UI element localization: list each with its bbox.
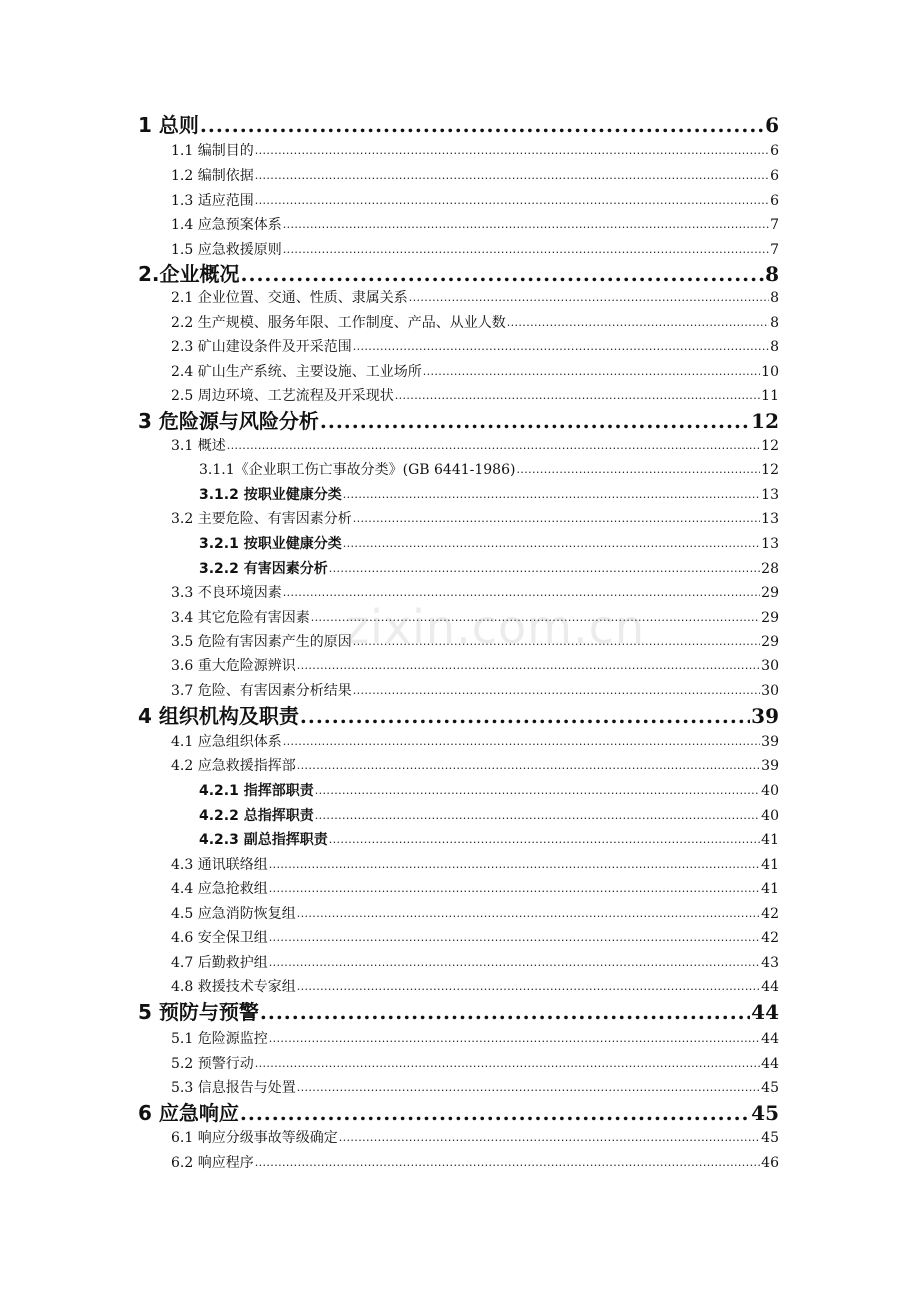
toc-entry-title: 1 总则 bbox=[138, 113, 199, 137]
toc-dot-leader bbox=[283, 213, 769, 236]
toc-entry-page: 8 bbox=[770, 290, 779, 306]
toc-entry-page: 39 bbox=[761, 758, 779, 774]
toc-entry-page: 46 bbox=[761, 1155, 779, 1171]
toc-entry-page: 40 bbox=[761, 783, 779, 799]
toc-entry-page: 44 bbox=[761, 1031, 779, 1047]
toc-entry-title: 5.1 危险源监控 bbox=[171, 1031, 268, 1047]
toc-entry-page: 39 bbox=[761, 734, 779, 750]
toc-entry-title: 2.企业概况 bbox=[138, 262, 240, 286]
toc-entry[interactable] bbox=[171, 582, 779, 604]
toc-entry-title: 3.6 重大危险源辨识 bbox=[171, 658, 296, 674]
toc-entry[interactable] bbox=[171, 385, 779, 407]
toc-entry-page: 28 bbox=[761, 561, 779, 577]
toc-entry[interactable] bbox=[171, 607, 779, 629]
toc-entry-page: 29 bbox=[761, 585, 779, 601]
toc-entry-title: 4.7 后勤救护组 bbox=[171, 955, 268, 971]
toc-entry-title: 3.2.1 按职业健康分类 bbox=[199, 536, 342, 552]
toc-entry-page: 12 bbox=[751, 409, 779, 433]
toc-entry[interactable] bbox=[199, 484, 779, 506]
toc-dot-leader bbox=[260, 998, 750, 1026]
toc-entry-title: 1.5 应急救援原则 bbox=[171, 242, 282, 258]
toc-dot-leader bbox=[329, 557, 760, 580]
toc-dot-leader bbox=[353, 679, 760, 702]
toc-entry-title: 6 应急响应 bbox=[138, 1101, 239, 1125]
toc-dot-leader bbox=[283, 581, 760, 604]
toc-entry-page: 41 bbox=[761, 857, 779, 873]
watermark: zixin.com.cn bbox=[345, 600, 646, 654]
toc-entry[interactable] bbox=[171, 903, 779, 925]
toc-entry-title: 3.7 危险、有害因素分析结果 bbox=[171, 683, 352, 699]
toc-entry[interactable] bbox=[171, 1028, 779, 1050]
toc-dot-leader bbox=[240, 1099, 750, 1127]
toc-entry-page: 29 bbox=[761, 610, 779, 626]
toc-entry-title: 6.1 响应分级事故等级确定 bbox=[171, 1130, 338, 1146]
toc-entry[interactable] bbox=[171, 631, 779, 653]
toc-entry-page: 6 bbox=[765, 113, 779, 137]
toc-entry[interactable] bbox=[171, 976, 779, 998]
toc-entry-page: 13 bbox=[761, 511, 779, 527]
toc-dot-leader bbox=[297, 1076, 760, 1099]
toc-entry-title: 1.3 适应范围 bbox=[171, 193, 254, 209]
toc-dot-leader bbox=[269, 951, 760, 974]
toc-entry-title: 4.4 应急抢救组 bbox=[171, 881, 268, 897]
toc-entry[interactable] bbox=[171, 361, 779, 383]
toc-entry[interactable] bbox=[171, 214, 779, 236]
toc-dot-leader bbox=[409, 286, 769, 309]
toc-dot-leader bbox=[297, 902, 760, 925]
toc-entry-title: 4.1 应急组织体系 bbox=[171, 734, 282, 750]
toc-entry[interactable] bbox=[138, 702, 779, 730]
toc-dot-leader bbox=[283, 238, 769, 261]
toc-entry-page: 13 bbox=[761, 536, 779, 552]
toc-entry[interactable] bbox=[138, 260, 779, 288]
toc-dot-leader bbox=[315, 804, 760, 827]
toc-entry-page: 41 bbox=[761, 832, 779, 848]
toc-dot-leader bbox=[507, 311, 769, 334]
toc-entry[interactable] bbox=[138, 998, 779, 1026]
toc-dot-leader bbox=[269, 926, 760, 949]
toc-entry-page: 10 bbox=[761, 364, 779, 380]
toc-entry[interactable] bbox=[171, 927, 779, 949]
toc-entry-title: 5.2 预警行动 bbox=[171, 1056, 254, 1072]
toc-entry-title: 3.1.2 按职业健康分类 bbox=[199, 487, 342, 503]
toc-dot-leader bbox=[269, 877, 760, 900]
toc-entry-title: 3 危险源与风险分析 bbox=[138, 409, 319, 433]
toc-entry[interactable] bbox=[171, 435, 779, 457]
toc-dot-leader bbox=[315, 779, 760, 802]
toc-entry-title: 4 组织机构及职责 bbox=[138, 704, 299, 728]
toc-entry-page: 45 bbox=[761, 1130, 779, 1146]
toc-entry-page: 45 bbox=[761, 1080, 779, 1096]
toc-entry-page: 40 bbox=[761, 808, 779, 824]
toc-entry[interactable] bbox=[171, 190, 779, 212]
toc-entry-title: 2.3 矿山建设条件及开采范围 bbox=[171, 339, 352, 355]
toc-dot-leader bbox=[353, 630, 760, 653]
toc-entry-page: 30 bbox=[761, 658, 779, 674]
toc-entry-title: 2.1 企业位置、交通、性质、隶属关系 bbox=[171, 290, 408, 306]
toc-entry[interactable] bbox=[171, 287, 779, 309]
toc-entry-page: 13 bbox=[761, 487, 779, 503]
toc-entry-page: 44 bbox=[761, 1056, 779, 1072]
toc-entry[interactable] bbox=[171, 336, 779, 358]
toc-dot-leader bbox=[255, 139, 769, 162]
toc-dot-leader bbox=[343, 532, 760, 555]
toc-entry-title: 4.5 应急消防恢复组 bbox=[171, 906, 296, 922]
toc-entry-title: 4.2 应急救援指挥部 bbox=[171, 758, 296, 774]
toc-dot-leader bbox=[297, 975, 760, 998]
toc-entry-page: 7 bbox=[770, 242, 779, 258]
toc-entry[interactable] bbox=[199, 829, 779, 851]
toc-entry[interactable] bbox=[199, 459, 779, 481]
toc-entry-title: 1.4 应急预案体系 bbox=[171, 217, 282, 233]
toc-entry-page: 8 bbox=[770, 339, 779, 355]
toc-entry-title: 3.2.2 有害因素分析 bbox=[199, 561, 328, 577]
toc-dot-leader bbox=[339, 1126, 760, 1149]
toc-entry-page: 45 bbox=[751, 1101, 779, 1125]
toc-dot-leader bbox=[255, 1052, 760, 1075]
toc-entry-page: 42 bbox=[761, 930, 779, 946]
toc-entry[interactable] bbox=[171, 878, 779, 900]
toc-entry-page: 11 bbox=[761, 388, 779, 404]
toc-entry[interactable] bbox=[138, 407, 779, 435]
toc-dot-leader bbox=[283, 730, 760, 753]
toc-entry-page: 29 bbox=[761, 634, 779, 650]
toc-entry[interactable] bbox=[199, 780, 779, 802]
toc-entry-title: 3.5 危险有害因素产生的原因 bbox=[171, 634, 352, 650]
toc-entry[interactable] bbox=[138, 1099, 779, 1127]
toc-entry[interactable] bbox=[171, 165, 779, 187]
toc-entry-page: 12 bbox=[761, 462, 779, 478]
toc-dot-leader bbox=[269, 853, 760, 876]
toc-entry-title: 6.2 响应程序 bbox=[171, 1155, 254, 1171]
toc-entry-title: 4.8 救援技术专家组 bbox=[171, 979, 296, 995]
toc-entry[interactable] bbox=[171, 239, 779, 261]
toc-entry-title: 5.3 信息报告与处置 bbox=[171, 1080, 296, 1096]
toc-dot-leader bbox=[255, 1151, 760, 1174]
toc-entry-page: 44 bbox=[761, 979, 779, 995]
toc-entry-title: 3.4 其它危险有害因素 bbox=[171, 610, 310, 626]
toc-entry[interactable] bbox=[171, 1077, 779, 1099]
toc-entry-page: 8 bbox=[770, 315, 779, 331]
toc-dot-leader bbox=[297, 654, 760, 677]
toc-entry-title: 2.4 矿山生产系统、主要设施、工业场所 bbox=[171, 364, 422, 380]
toc-entry[interactable] bbox=[171, 755, 779, 777]
toc-entry[interactable] bbox=[199, 533, 779, 555]
toc-entry-page: 7 bbox=[770, 217, 779, 233]
toc-dot-leader bbox=[200, 111, 764, 139]
toc-entry-page: 6 bbox=[770, 193, 779, 209]
toc-dot-leader bbox=[343, 483, 760, 506]
toc-entry-title: 3.1 概述 bbox=[171, 438, 226, 454]
toc-dot-leader bbox=[516, 458, 760, 481]
toc-dot-leader bbox=[353, 335, 769, 358]
toc-dot-leader bbox=[297, 754, 760, 777]
toc-entry-page: 8 bbox=[765, 262, 779, 286]
toc-dot-leader bbox=[353, 507, 760, 530]
toc-entry[interactable] bbox=[171, 1152, 779, 1174]
toc-entry-page: 41 bbox=[761, 881, 779, 897]
toc-entry[interactable] bbox=[171, 680, 779, 702]
toc-entry-title: 4.2.2 总指挥职责 bbox=[199, 808, 314, 824]
toc-entry[interactable] bbox=[199, 558, 779, 580]
toc-dot-leader bbox=[329, 828, 760, 851]
toc-entry[interactable] bbox=[171, 854, 779, 876]
toc-entry[interactable] bbox=[171, 731, 779, 753]
toc-entry-title: 2.2 生产规模、服务年限、工作制度、产品、从业人数 bbox=[171, 315, 506, 331]
toc-entry[interactable] bbox=[171, 655, 779, 677]
toc-entry-page: 42 bbox=[761, 906, 779, 922]
toc-entry-page: 43 bbox=[761, 955, 779, 971]
toc-dot-leader bbox=[269, 1027, 760, 1050]
toc-entry-title: 4.2.3 副总指挥职责 bbox=[199, 832, 328, 848]
toc-entry[interactable] bbox=[138, 111, 779, 139]
toc-dot-leader bbox=[227, 434, 760, 457]
toc-entry-title: 2.5 周边环境、工艺流程及开采现状 bbox=[171, 388, 394, 404]
toc-dot-leader bbox=[300, 702, 750, 730]
toc-entry-page: 6 bbox=[770, 168, 779, 184]
toc-entry-title: 3.3 不良环境因素 bbox=[171, 585, 282, 601]
toc-dot-leader bbox=[395, 384, 760, 407]
toc-entry-title: 4.3 通讯联络组 bbox=[171, 857, 268, 873]
toc-entry-title: 3.2 主要危险、有害因素分析 bbox=[171, 511, 352, 527]
toc-entry[interactable] bbox=[171, 312, 779, 334]
toc-entry[interactable] bbox=[171, 508, 779, 530]
toc-entry-title: 4.2.1 指挥部职责 bbox=[199, 783, 314, 799]
toc-entry-title: 3.1.1《企业职工伤亡事故分类》(GB 6441-1986) bbox=[199, 462, 516, 478]
toc-dot-leader bbox=[423, 360, 760, 383]
toc-dot-leader bbox=[311, 606, 760, 629]
toc-entry[interactable] bbox=[199, 805, 779, 827]
toc-dot-leader bbox=[255, 189, 769, 212]
toc-entry[interactable] bbox=[171, 140, 779, 162]
toc-entry-page: 39 bbox=[751, 704, 779, 728]
toc-entry-page: 12 bbox=[761, 438, 779, 454]
toc-entry-title: 5 预防与预警 bbox=[138, 1000, 259, 1024]
toc-entry-title: 1.1 编制目的 bbox=[171, 143, 254, 159]
toc-entry-title: 4.6 安全保卫组 bbox=[171, 930, 268, 946]
toc-entry-page: 30 bbox=[761, 683, 779, 699]
toc-entry-title: 1.2 编制依据 bbox=[171, 168, 254, 184]
toc-entry-page: 6 bbox=[770, 143, 779, 159]
toc-entry[interactable] bbox=[171, 952, 779, 974]
toc-dot-leader bbox=[241, 260, 765, 288]
toc-dot-leader bbox=[320, 407, 750, 435]
toc-entry[interactable] bbox=[171, 1053, 779, 1075]
toc-dot-leader bbox=[255, 164, 769, 187]
toc-entry[interactable] bbox=[171, 1127, 779, 1149]
toc-entry-page: 44 bbox=[751, 1000, 779, 1024]
